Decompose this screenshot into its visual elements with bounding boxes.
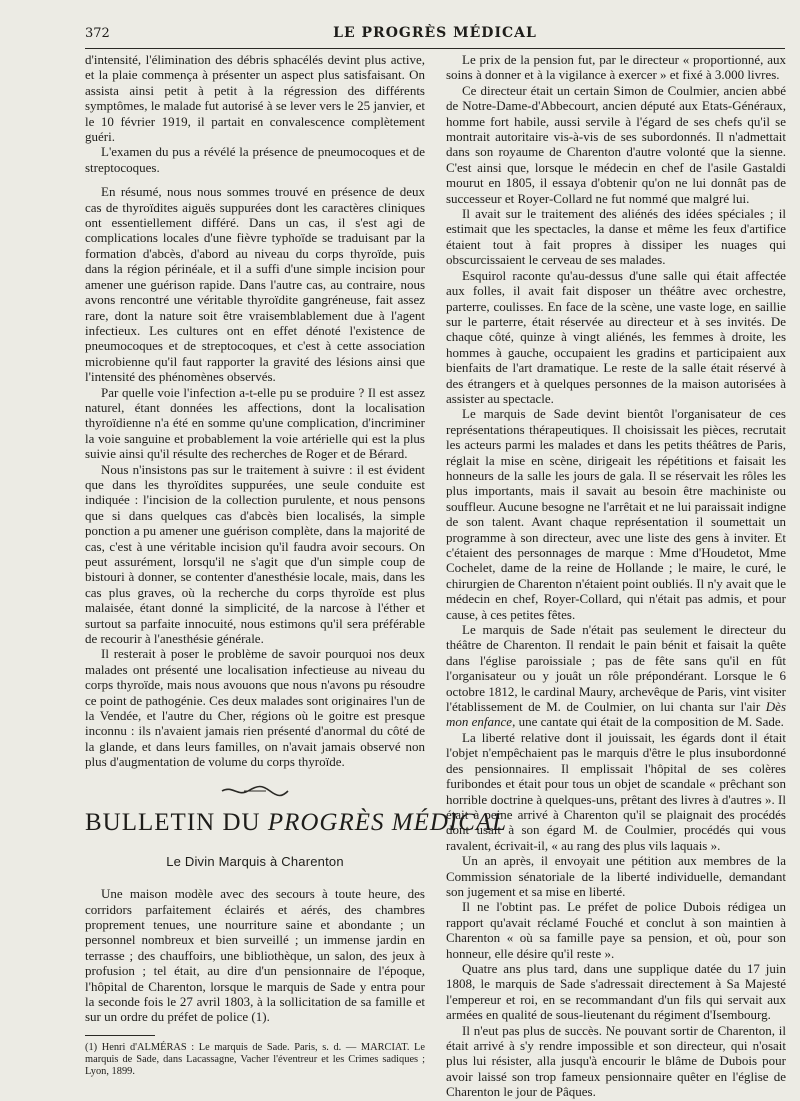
running-title: LE PROGRÈS MÉDICAL — [333, 25, 537, 41]
paragraph: Quatre ans plus tard, dans une supplique datée du 17 juin 1808, le marquis de Sade s'adressait directement à Sa Majesté l'empereur et roi, en se recommandant d'un fils qui servait aux armées en qualité de sous-lieutenant du régiment d'Isembourg. — [446, 960, 786, 1023]
paragraph: Esquirol raconte qu'au-dessus d'une salle qui était affectée aux folles, il avait fait disposer un théâtre avec orchestre, parterre, coulisses. En face de la scène, une vaste loge, en saillie sur le parterre, était réservée au directeur et à ses invités. De chaque côté, quinze à vingt aliénés, les femmes à droite, les hommes à gauche, occupaient les gradins et participaient aux bienfaits de l'art dramatique. Le reste de la salle était réservé à des étrangers et à quelques personnes de la maison autorisées à assister au spectacle. — [446, 267, 786, 406]
paragraph: Une maison modèle avec des secours à toute heure, des corridors parfaitement éclairés et aérés, des chambres proprement tenues, une nourriture saine et abondante ; un personnel nombreux et bien surveillé ; un immense jardin en terrasse ; des chauffoirs, une bibliothèque, un salon, des jeux à profusion ; tel était, au dire d'un pensionnaire de l'époque, l'hôpital de Charenton, lorsque le marquis de Sade y entra pour la seconde fois le 27 avril 1803, à la sollicitation de sa famille et sur un ordre du préfet de police (1). — [85, 886, 425, 1025]
article-title: Le Divin Marquis à Charenton — [166, 853, 344, 869]
bulletin-heading — [85, 808, 508, 838]
bulletin-heading-main: BULLETIN DU — [85, 808, 268, 836]
right-column — [446, 52, 786, 1100]
paragraph: Un an après, il envoyait une pétition aux membres de la Commission sénatoriale de la liberté individuelle, demandant son jugement et sa mise en liberté. — [446, 853, 786, 899]
page-header — [85, 24, 785, 49]
section-ornament — [85, 785, 425, 797]
paragraph: Il n'eut pas plus de succès. Ne pouvant sortir de Charenton, il était arrivé à s'y rendre impossible et son directeur, qui n'osait plus lui résister, alla jusqu'à encourir le blâme de Dubois pour avoir laissé son trop fameux pensionnaire quêter en l'église de Charenton le jour de Pâques. — [446, 1022, 786, 1100]
paragraph — [446, 622, 786, 730]
paragraph: L'examen du pus a révélé la présence de pneumocoques et de streptocoques. — [85, 144, 425, 175]
paragraph-text: Le marquis de Sade n'était pas seulement le directeur du théâtre de Charenton. Il rendait le pain bénit et faisait la quête dans l'église paroissiale ; pas de fête sans qu'il en fût l'organisateur ou y jouât un rôle prépondérant. Lorsque le 6 octobre 1812, le cardinal Maury, archevêque de Paris, vint visiter l'établissement de M. de Coulmier, on lui chanta sur l'air — [446, 622, 786, 715]
song-title: Dès mon enfance — [446, 699, 786, 730]
paragraph-text: , une cantate qui était de la composition de M. Sade. — [512, 714, 784, 730]
paragraph: La liberté relative dont il jouissait, les égards dont il était l'objet n'empêchaient pas le marquis d'être le plus insubordonné des pensionnaires. Il emplissait l'hôpital de ses colères furibondes et était pour tous un objet de scandale « prêchant son horrible doctrine à quelques-uns, prêtant des livres à d'autres ». Il était à peine arrivé à Charenton qu'il se plaignait des procédés dont usait à son égard M. de Coulmier, procédés qui vous ravalent, écrivait-il, « au rang des plus vils laquais ». — [446, 729, 786, 853]
paragraph: Il ne l'obtint pas. Le préfet de police Dubois rédigea un rapport qu'avait réclamé Fouché et conclut à son maintien à Charenton « où sa famille paye sa pension, et où, pour son honneur, elle désire qu'il reste ». — [446, 899, 786, 961]
paragraph: Nous n'insistons pas sur le traitement à suivre : il est évident que dans les thyroïdites suppurées, une seule conduite est indiquée : l'incision de la collection purulente, et nous pensons que si dans quelques cas d'abcès bien localisés, la simple ponction a pu amener une guérison complète, dans la majorité de cas, c'est à une véritable incision qu'il faudra avoir secours. On peut assurément, lorsqu'il ne s'agit que d'un simple coup de bistouri à donner, se contenter d'anesthésie locale, mais, dans les cas plus graves, où la recherche du corps thyroïde est plus malaisée, étant donné la simplicité, de la narcose à l'éther et surtout sa parfaite innocuité, nous estimons qu'il sera préférable de recourir à l'anesthésie générale. — [85, 461, 425, 647]
paragraph: Il resterait à poser le problème de savoir pourquoi nos deux malades ont présenté une localisation infectieuse au niveau du corps thyroïde, mais nous avouons que nous n'avons pu résoudre ce point de pathogénie. Ces deux malades sont originaires l'un de la Vendée, et l'autre du Cher, régions où le goitre est presque inconnu : ils n'avaient jamais rien présenté d'anormal du côté de la glande, et dans leurs familles, on n'avait jamais observé non plus d'augmentation de volume du corps thyroïde. — [85, 646, 425, 770]
ornament-flourish-icon — [220, 785, 290, 797]
paragraph: Par quelle voie l'infection a-t-elle pu se produire ? Il est assez naturel, étant données les affections, dont la localisation thyroïdienne n'a été en somme qu'une complication, d'incriminer la voie sanguine et probablement la voie artérielle qui est la plus suivie ainsi qu'il résulte des recherches de Roger et de Bérard. — [85, 384, 425, 462]
paragraph: Il avait sur le traitement des aliénés des idées spéciales ; il estimait que les spectacles, la danse et même les feux d'artifice étaient tout à fait propres à dissiper les nuages qui obscurcissaient le cerveau de ses malades. — [446, 206, 786, 268]
paragraph: Le prix de la pension fut, par le directeur « proportionné, aux soins à donner et à la vigilance à exercer » et fixé à 3.000 livres. — [446, 52, 786, 83]
footnote-divider — [85, 1035, 155, 1036]
paragraph: d'intensité, l'élimination des débris sphacélés devint plus active, et la plaie commença à présenter un aspect plus satisfaisant. On assista ainsi petit à petit à la régression des différents symptômes, le malade fut autorisé à se lever vers le 25 janvier, et le 10 février 1919, il partait en convalescence complètement guéri. — [85, 52, 425, 145]
left-column — [85, 52, 508, 1087]
bulletin-heading-italic: PROGRÈS MÉDICAL — [267, 808, 508, 836]
paragraph: Ce directeur était un certain Simon de Coulmier, ancien abbé de Notre-Dame-d'Abbecourt, ancien député aux Etats-Généraux, homme fort habile, aussi servile à l'égard de ses chefs qu'il se montrait autoritaire vis-à-vis de ses subordonnés. Il n'admettait dans son royaume de Charenton d'autre volonté que la sienne. C'est ainsi que, lorsque le médecin en chef de l'asile Gastaldi mourut en 1805, il essaya d'obtenir qu'on ne lui donnât pas de successeur et Royer-Collard ne fut nommé que malgré lui. — [446, 82, 786, 206]
paragraph: Le marquis de Sade devint bientôt l'organisateur de ces représentations thérapeutiques. Il choisissait les pièces, recrutait les acteurs parmi les malades et dans les petits théâtres de Paris, réglait la mise en scène, dirigeait les répétitions et faisait les honneurs de la salle les jours de gala. Il se réservait les rôles les plus importants, mais il savait au besoin être machiniste ou souffleur. Aucune besogne ne l'arrêtait et ne lui paraissait indigne de son talent. Avant chaque représentation il soumettait un programme à son directeur, avec une liste des gens à inviter. Et c'étaient des personnages de marque : Mme d'Houdetot, Mme Cochelet, dame de la reine de Hollande ; le maire, le curé, le chirurgien de Charenton n'étaient point oubliés. Il n'y avait que le médecin en chef, Royer-Collard, qui n'était pas admis, et pour cause, à ces petites fêtes. — [446, 406, 786, 622]
paragraph: En résumé, nous nous sommes trouvé en présence de deux cas de thyroïdites aiguës suppurées dont les caractères cliniques ont essentiellement différé. Dans un cas, il s'est agi de complications locales d'une fièvre typhoïde se traduisant par la formation d'abcès, d'abord au niveau du corps thyroïde, puis dans la région périnéale, et il a suffi d'une simple incision pour amener une guérison rapide. Dans l'autre cas, au contraire, nous avons rencontré une véritable thyroïdite gangréneuse, fait assez rare, dont la nature soit être vraisemblablement due à l'agent infectieux. Les cultures ont en effet dénoté l'existence de pneumocoques et de streptocoques, et c'est à cette association microbienne qu'il faut rapporter la gravité des lésions ainsi que l'intensité des phénomènes observés. — [85, 184, 425, 385]
footnote: (1) Henri d'ALMÉRAS : Le marquis de Sade. Paris, s. d. — MARCIAT. Le marquis de Sade, dans Lacassagne, Vacher l'éventreur et les Crimes sadiques ; Lyon, 1899. — [85, 1041, 425, 1077]
page-number: 372 — [85, 26, 110, 41]
